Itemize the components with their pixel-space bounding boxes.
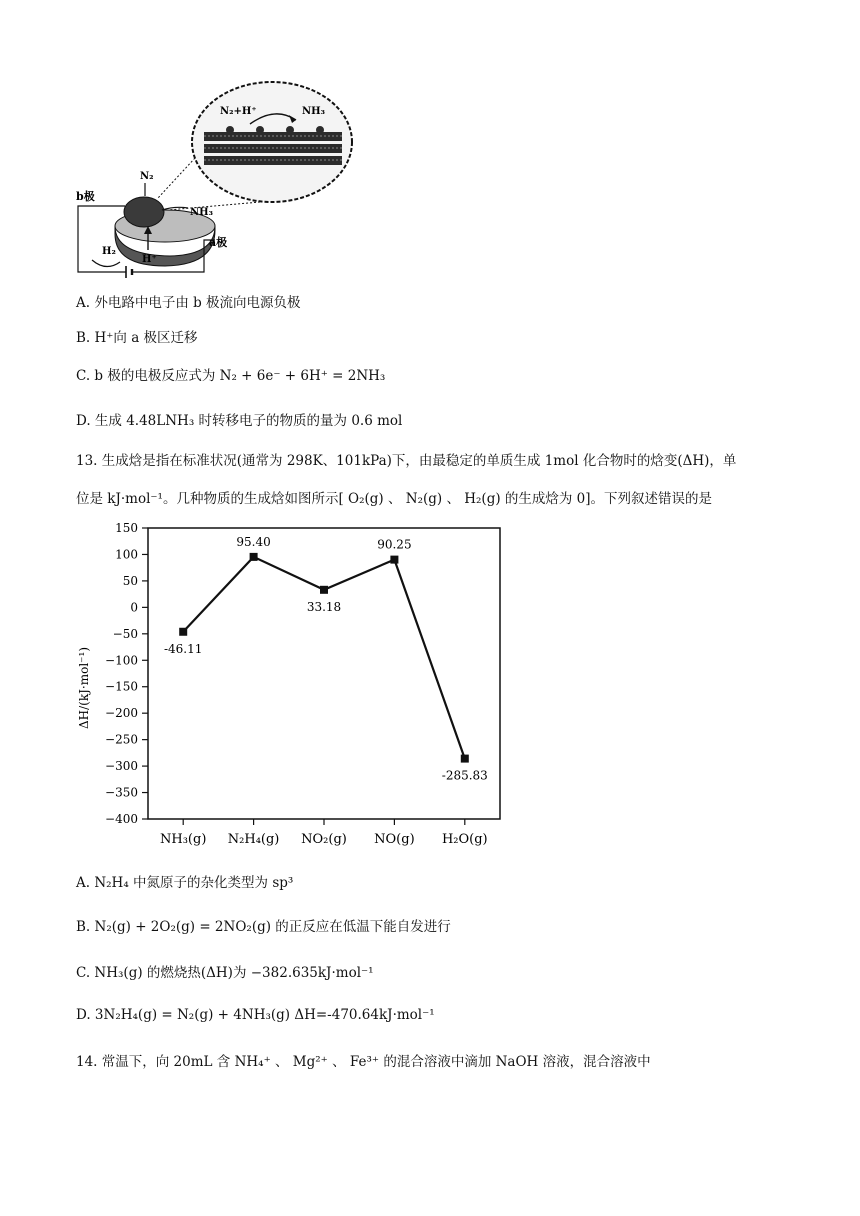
y-axis-ticks <box>105 521 148 826</box>
data-point <box>390 556 398 564</box>
x-tick-label: NO(g) <box>374 832 415 847</box>
data-label: 33.18 <box>306 599 342 614</box>
y-axis-label: ΔH/(kJ·mol⁻¹) <box>77 646 91 730</box>
data-label: 95.40 <box>236 534 271 549</box>
q13-option-d: D. 3N₂H₄(g) = N₂(g) + 4NH₃(g) ΔH=-470.64kJ·mol⁻¹ <box>76 1007 435 1023</box>
data-label: -46.11 <box>163 641 203 656</box>
y-tick-label: −50 <box>112 626 138 641</box>
q13-stem-line1: 13. 生成焓是指在标准状况(通常为 298K、101kPa)下，由最稳定的单质生成 1mol 化合物时的焓变(ΔH)，单 <box>76 453 737 469</box>
data-point <box>179 628 187 636</box>
y-tick-label: 150 <box>115 521 138 535</box>
y-tick-label: −300 <box>105 759 138 774</box>
y-tick-label: 50 <box>122 573 138 588</box>
label-h2: H₂ <box>102 246 116 257</box>
cell-diagram <box>70 80 430 280</box>
label-h: H⁺ <box>142 254 157 265</box>
y-tick-label: −350 <box>105 785 138 800</box>
q13-option-a: A. N₂H₄ 中氮原子的杂化类型为 sp³ <box>76 875 294 891</box>
q13-stem-line2: 位是 kJ·mol⁻¹。几种物质的生成焓如图所示[ O₂(g) 、 N₂(g) 、 H₂(g) 的生成焓为 0]。下列叙述错误的是 <box>76 491 713 507</box>
y-tick-label: 0 <box>130 600 138 615</box>
data-point <box>320 586 328 594</box>
data-labels <box>164 535 488 783</box>
zoom-reactant: N₂+H⁺ <box>220 106 257 117</box>
h2-arrow <box>92 260 120 267</box>
q12-option-c: C. b 极的电极反应式为 N₂ + 6e⁻ + 6H⁺ = 2NH₃ <box>76 368 386 384</box>
label-nh3: NH₃ <box>190 207 213 218</box>
y-tick-label: −400 <box>105 812 138 826</box>
q13-option-b: B. N₂(g) + 2O₂(g) = 2NO₂(g) 的正反应在低温下能自发进行 <box>76 919 451 935</box>
zoom-product: NH₃ <box>302 106 325 117</box>
label-b-electrode: b极 <box>76 190 95 203</box>
data-label: 90.25 <box>377 537 412 552</box>
q13-option-c: C. NH₃(g) 的燃烧热(ΔH)为 −382.635kJ·mol⁻¹ <box>76 965 374 981</box>
label-a-electrode: a极 <box>209 236 228 249</box>
enthalpy-chart <box>70 518 530 853</box>
q12-option-a: A. 外电路中电子由 b 极流向电源负极 <box>76 295 301 311</box>
q14-stem: 14. 常温下，向 20mL 含 NH₄⁺ 、 Mg²⁺ 、 Fe³⁺ 的混合溶液中滴加 NaOH 溶液，混合溶液中 <box>76 1054 651 1070</box>
y-tick-label: −100 <box>105 653 138 668</box>
y-tick-label: 100 <box>115 547 138 562</box>
label-n2: N₂ <box>140 171 154 182</box>
q12-option-d: D. 生成 4.48LNH₃ 时转移电子的物质的量为 0.6 mol <box>76 413 403 429</box>
x-tick-label: N₂H₄(g) <box>227 832 280 847</box>
x-tick-label: NH₃(g) <box>160 832 207 847</box>
q12-option-b: B. H⁺向 a 极区迁移 <box>76 330 198 346</box>
y-tick-label: −250 <box>105 732 138 747</box>
y-tick-label: −200 <box>105 706 138 721</box>
y-tick-label: −150 <box>105 679 138 694</box>
zoom-circle <box>192 82 352 202</box>
data-point <box>250 553 258 561</box>
data-label: -285.83 <box>441 768 488 783</box>
x-tick-label: NO₂(g) <box>301 832 347 847</box>
data-point <box>461 755 469 763</box>
x-tick-label: H₂O(g) <box>441 832 488 847</box>
data-points <box>179 553 469 763</box>
x-axis-ticks <box>160 819 488 847</box>
